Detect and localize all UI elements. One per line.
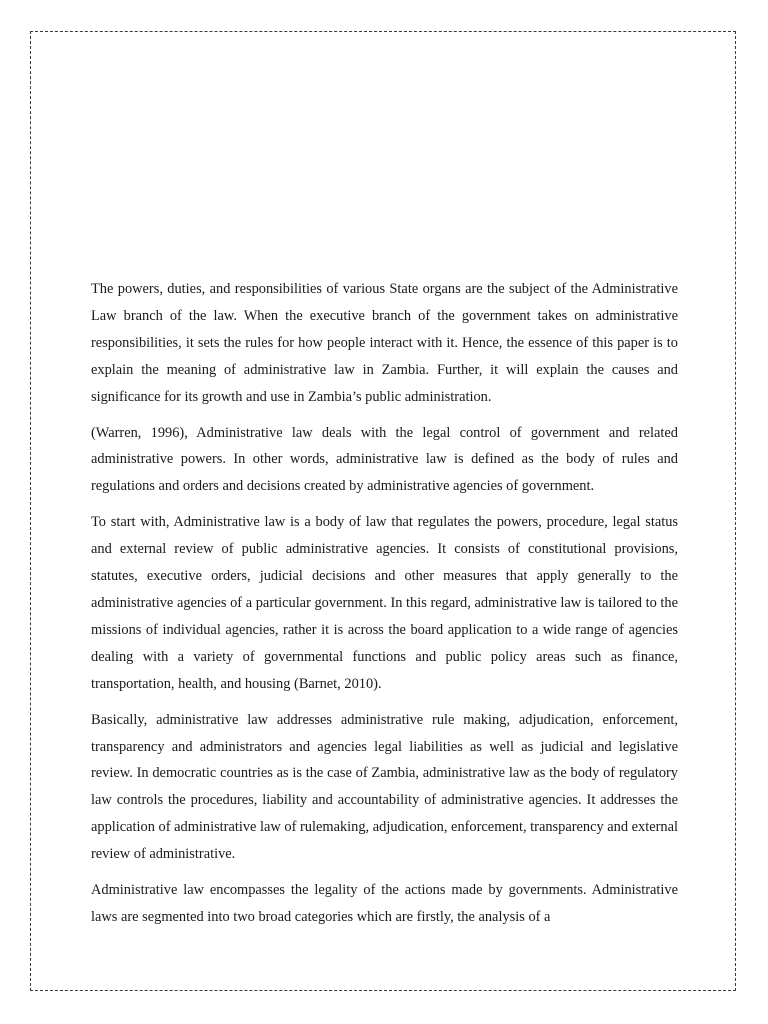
paragraph-rule-making: Basically, administrative law addresses administrative rule making, adjudication, enforcement, transparency and administrators and agencies legal liabilities as well as judicial and legislative review. In democratic countries as is the case of Zambia, administrative law as the body of regulatory law controls the procedures, liability and accountability of administrative agencies. It addresses the application of administrative law of rulemaking, adjudication, enforcement, transparency and external review of administrative. <box>91 711 678 863</box>
paragraph-intro: The powers, duties, and responsibilities of various State organs are the subject of the Administrative Law branch of the law. When the executive branch of the government takes on administrative responsibilities, it sets the rules for how people interact with it. Hence, the essence of this paper is to explain the meaning of administrative law in Zambia. Further, it will explain the causes and significance for its growth and use in Zambia’s public administration. <box>91 281 678 405</box>
document-page <box>30 31 736 991</box>
paragraph-body-of-law: To start with, Administrative law is a body of law that regulates the powers, procedure, legal status and external review of public administrative agencies. It consists of constitutional provisions, statutes, executive orders, judicial decisions and other measures that apply generally to the administrative agencies of a particular government. In this regard, administrative law is tailored to the missions of individual agencies, rather it is across the board application to a wide range of agencies dealing with a variety of governmental functions and public policy areas such as finance, transportation, health, and housing (Barnet, 2010). <box>91 514 678 692</box>
paragraph-warren-definition: (Warren, 1996), Administrative law deals with the legal control of government and related administrative powers. In other words, administrative law is defined as the body of rules and regulations and orders and decisions created by administrative agencies of government. <box>91 424 678 495</box>
document-body <box>91 276 678 940</box>
paragraph-legality: Administrative law encompasses the legality of the actions made by governments. Administrative laws are segmented into two broad categories which are firstly, the analysis of a <box>91 882 678 925</box>
